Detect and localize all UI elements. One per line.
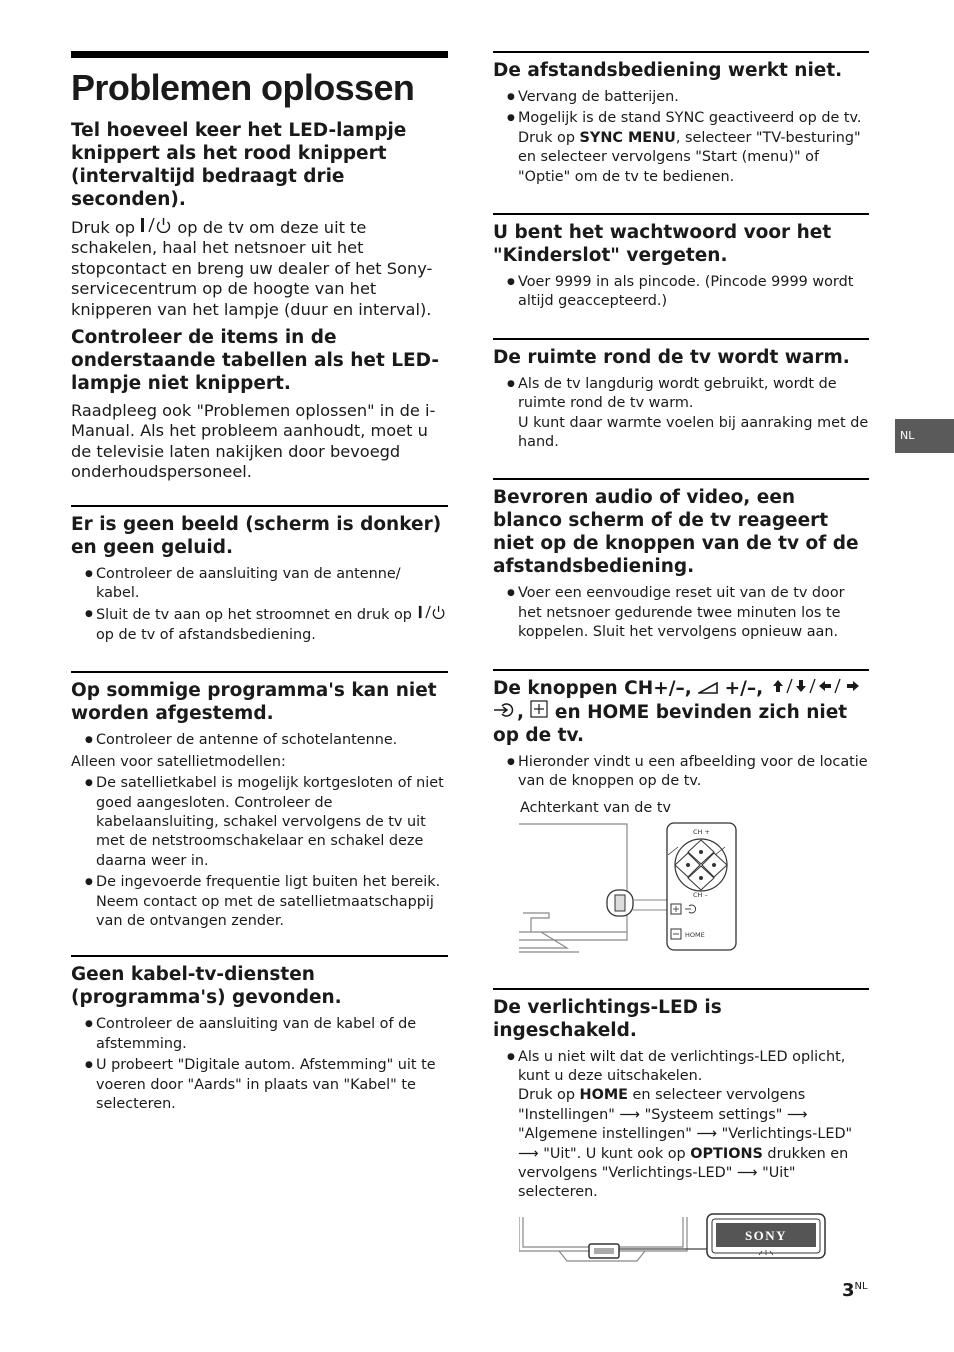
power-icon <box>140 217 172 238</box>
list-item: ● Vervang de batterijen. <box>493 88 869 107</box>
section-led <box>493 988 869 1271</box>
section-heading: Geen kabel-tv-diensten (programma's) gevonden. <box>71 964 342 1009</box>
language-tab: NL <box>895 419 954 453</box>
section-no-cable <box>71 955 448 1114</box>
arrow-right-icon: ⟶ <box>696 1126 718 1143</box>
section-heading: Op sommige programma's kan niet worden afgestemd. <box>71 680 437 725</box>
list-item: ● Voer een eenvoudige reset uit van de tv door het netsnoer gedurende twee minuten los te koppelen. Sluit het vervolgens opnieuw aan. <box>493 584 869 642</box>
sony-logo: SONY <box>744 1227 788 1243</box>
list-item: ● Hieronder vindt u een afbeelding voor de locatie van de knoppen op de tv. <box>493 753 869 792</box>
section-heading: U bent het wachtwoord voor het "Kinderslot" vergeten. <box>493 222 832 267</box>
page-title: Problemen oplossen <box>71 67 415 108</box>
ch-plus-label: CH + <box>693 827 710 836</box>
tv-back-buttons-figure <box>519 820 769 955</box>
left-column <box>71 51 448 1116</box>
arrow-right-icon: ⟶ <box>619 1106 641 1123</box>
list-item: ● De satellietkabel is mogelijk kortgesloten of niet goed aangesloten. Controleer de kabelaansluiting, schakel vervolgens de tv uit met de netstroomschakelaar en schakel deze daarna weer in. <box>71 774 448 871</box>
list-item: ● Controleer de aansluiting van de kabel of de afstemming. <box>71 1015 448 1054</box>
intro-heading-2: Controleer de items in de onderstaande tabellen als het LED-lampje niet knippert. <box>71 327 440 395</box>
arrow-right-icon: ⟶ <box>786 1106 808 1123</box>
section-buttons <box>493 669 869 955</box>
intro-heading-1: Tel hoeveel keer het LED-lampje knippert als het rood knippert (intervaltijd bedraagt drie seconden). <box>71 120 407 210</box>
home-label: HOME <box>685 930 705 939</box>
section-heading: De verlichtings-LED is ingeschakeld. <box>493 996 722 1041</box>
list-item: ● U probeert "Digitale autom. Afstemming" uit te voeren door "Aards" in plaats van "Kabel" te selecteren. <box>71 1056 448 1114</box>
list-item: ● Voer 9999 in als pincode. (Pincode 9999 wordt altijd geaccepteerd.) <box>493 273 869 312</box>
arrow-right-icon: ⟶ <box>736 1164 758 1181</box>
arrow-buttons-icon <box>770 677 862 700</box>
section-heading: De afstandsbediening werkt niet. <box>493 60 843 81</box>
list-item: ● Als de tv langdurig wordt gebruikt, wordt de ruimte rond de tv warm. U kunt daar warmte voelen bij aanraking met de hand. <box>493 375 869 453</box>
list-item: ● Sluit de tv aan op het stroomnet en druk op op de tv of afstandsbediening. <box>71 605 448 645</box>
section-no-picture <box>71 505 448 646</box>
intro-text-1: Druk op op de tv om deze uit te schakelen, haal het netsnoer uit het stopcontact en breng uw dealer of het Sony-servicecentrum op de hoogte van het knipperen van het lampje (duur en interval). <box>71 218 433 319</box>
home-button-icon <box>530 700 548 724</box>
section-frozen <box>493 478 869 642</box>
section-heading: Bevroren audio of video, een blanco scherm of de tv reageert niet op de knoppen van de tv of de afstandsbediening. <box>493 487 859 578</box>
list-item: ● Als u niet wilt dat de verlichtings-LED oplicht, kunt u deze uitschakelen. Druk op HOME en selecteer vervolgens "Instellingen" ⟶ "Systeem settings" ⟶ "Algemene instellingen" ⟶ "Verlichtings-LED" ⟶ "Uit". U kunt ook op OPTIONS drukken en vervolgens "Verlichtings-LED" ⟶ "Uit" selecteren. <box>493 1048 869 1203</box>
ch-minus-label: CH – <box>693 890 708 899</box>
section-heading: Er is geen beeld (scherm is donker) en geen geluid. <box>71 513 442 558</box>
list-item: ● Controleer de aansluiting van de antenne/ kabel. <box>71 565 448 604</box>
section-no-tuning <box>71 671 448 931</box>
list-item: ● Mogelijk is de stand SYNC geactiveerd op de tv. Druk op SYNC MENU, selecteer "TV-besturing" en selecteer vervolgens "Start (menu)" of "Optie" om de tv te bedienen. <box>493 109 869 187</box>
intro-text-2: Raadpleeg ook "Problemen oplossen" in de i-Manual. Als het probleem aanhoudt, moet u de televisie laten nakijken door bevoegd onderhoudspersoneel. <box>71 401 436 482</box>
arrow-right-icon: ⟶ <box>518 1145 539 1162</box>
power-icon <box>417 605 447 625</box>
section-remote <box>493 51 869 187</box>
section-heading: De ruimte rond de tv wordt warm. <box>493 346 850 368</box>
section-warm <box>493 338 869 453</box>
section-heading: De knoppen CH+/–, +/–, , en HOME bevinden zich niet op de tv. <box>493 677 869 747</box>
tv-led-figure <box>519 1211 839 1271</box>
satellite-note: Alleen voor satellietmodellen: <box>71 753 286 770</box>
title-bar <box>71 51 448 58</box>
figure-caption: Achterkant van de tv <box>520 799 672 816</box>
input-icon <box>493 701 517 724</box>
section-password <box>493 213 869 312</box>
volume-icon <box>698 677 718 700</box>
page-number: $3^{NL}$ <box>842 1280 868 1301</box>
list-item: ● De ingevoerde frequentie ligt buiten het bereik. Neem contact op met de satellietmaatschappij van de ontvangen zender. <box>71 873 448 931</box>
right-column <box>493 51 869 1271</box>
list-item: ● Controleer de antenne of schotelantenne. <box>71 731 448 750</box>
